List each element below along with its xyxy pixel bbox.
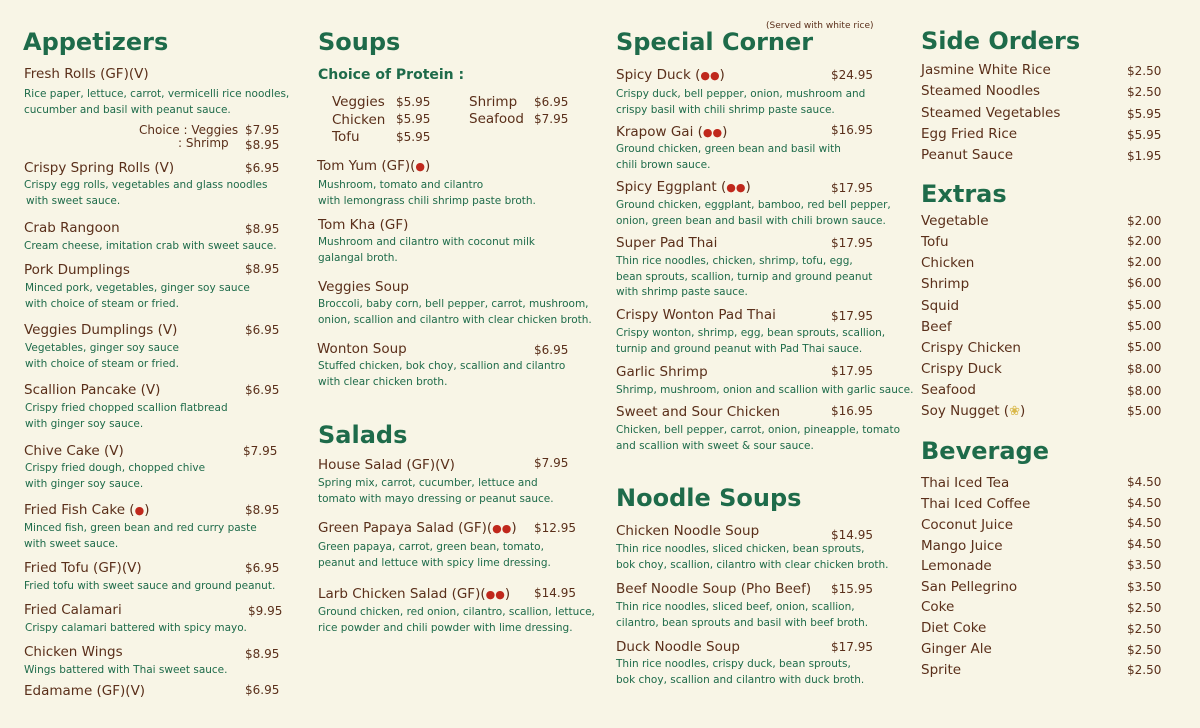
menu-item-name: Edamame (GF)(V) xyxy=(24,683,146,699)
chili-pepper-icon: ●● xyxy=(485,588,505,601)
menu-item-desc: Crispy egg rolls, vegetables and glass noodles with sweet sauce. xyxy=(24,179,268,207)
list-item-name: Crispy Duck xyxy=(921,361,1002,377)
chili-pepper-icon: ● xyxy=(415,160,425,173)
menu-item-name: Spicy Eggplant (●●) xyxy=(616,179,751,195)
list-item-price: $3.50 xyxy=(1127,580,1162,594)
list-item-price: $2.50 xyxy=(1127,85,1162,99)
list-item-name: Peanut Sauce xyxy=(921,147,1014,163)
list-item-price: $2.50 xyxy=(1127,622,1162,636)
menu-item-price: $17.95 xyxy=(831,309,873,323)
menu-item-name: Crispy Spring Rolls (V) xyxy=(24,160,175,176)
list-item-name: Thai Iced Coffee xyxy=(921,496,1031,512)
menu-item-price: $7.95 xyxy=(534,456,569,470)
menu-item-price: $16.95 xyxy=(831,123,873,137)
chili-pepper-icon: ●● xyxy=(702,126,723,139)
menu-item-name: Krapow Gai (●●) xyxy=(616,124,728,140)
list-item-name: Vegetable xyxy=(921,213,989,229)
list-item-price: $2.50 xyxy=(1127,64,1162,78)
menu-item-name: Chicken Noodle Soup xyxy=(616,523,760,539)
soups-heading: Soups xyxy=(318,28,401,56)
list-item-name: Steamed Vegetables xyxy=(921,105,1061,121)
menu-item-price: $8.95 xyxy=(245,647,280,661)
chili-pepper-icon: ● xyxy=(134,504,145,517)
list-item-price: $8.00 xyxy=(1127,384,1162,398)
menu-item-name: Sweet and Sour Chicken xyxy=(616,404,781,420)
menu-item-desc: Thin rice noodles, sliced beef, onion, scallion, cilantro, bean sprouts and basil with beef broth. xyxy=(616,601,869,629)
list-item-price: $2.50 xyxy=(1127,643,1162,657)
menu-item-price: $17.95 xyxy=(831,181,873,195)
list-item-price: $2.00 xyxy=(1127,214,1162,228)
list-item-price: $5.95 xyxy=(1127,128,1162,142)
menu-item-name: Green Papaya Salad (GF)(●●) xyxy=(318,520,517,536)
menu-item-name: Pork Dumplings xyxy=(24,262,130,278)
menu-item-name: Veggies Soup xyxy=(318,279,409,295)
menu-item-desc: Minced fish, green bean and red curry paste with sweet sauce. xyxy=(24,522,257,550)
list-item-name: San Pellegrino xyxy=(921,579,1018,595)
list-item-name: Coconut Juice xyxy=(921,517,1014,533)
list-item-price: $2.00 xyxy=(1127,234,1162,248)
menu-item-price: $7.95 xyxy=(243,444,278,458)
list-item-price: $3.50 xyxy=(1127,558,1162,572)
menu-item-name: Garlic Shrimp xyxy=(616,364,708,380)
list-item-name: Mango Juice xyxy=(921,538,1003,554)
choice-label: : Shrimp xyxy=(178,136,229,150)
menu-item-desc: Ground chicken, green bean and basil with chili brown sauce. xyxy=(616,143,841,171)
list-item-name: Crispy Chicken xyxy=(921,340,1021,356)
list-item-price: $5.00 xyxy=(1127,298,1162,312)
protein-name: Tofu xyxy=(332,129,360,145)
menu-item-desc: Broccoli, baby corn, bell pepper, carrot, mushroom, onion, scallion and cilantro with clear chicken broth. xyxy=(318,298,592,326)
menu-item-price: $8.95 xyxy=(245,503,280,517)
menu-item-name: Veggies Dumplings (V) xyxy=(24,322,178,338)
list-item-name: Seafood xyxy=(921,382,976,398)
list-item-price: $6.00 xyxy=(1127,276,1162,290)
side-orders-heading: Side Orders xyxy=(921,27,1081,55)
menu-item-desc: Shrimp, mushroom, onion and scallion with garlic sauce. xyxy=(616,384,914,396)
special-note: (Served with white rice) xyxy=(766,21,874,31)
menu-item-price: $6.95 xyxy=(534,343,569,357)
list-item-name: Soy Nugget (❀) xyxy=(921,403,1026,419)
menu-item-name: Super Pad Thai xyxy=(616,235,718,251)
menu-item-desc: Rice paper, lettuce, carrot, vermicelli rice noodles, cucumber and basil with peanut sauce. xyxy=(24,88,290,116)
list-item-price: $2.00 xyxy=(1127,255,1162,269)
menu-item-name: Fried Tofu (GF)(V) xyxy=(24,560,142,576)
menu-item-desc: Green papaya, carrot, green bean, tomato, peanut and lettuce with spicy lime dressing. xyxy=(318,541,551,569)
menu-item-desc: Crispy calamari battered with spicy mayo. xyxy=(25,622,247,634)
choice-label: Choice : Veggies xyxy=(139,123,239,137)
menu-item-price: $7.95 xyxy=(245,123,280,137)
list-item-name: Ginger Ale xyxy=(921,641,992,657)
menu-item-name: Crispy Wonton Pad Thai xyxy=(616,307,776,323)
menu-item-price: $6.95 xyxy=(245,383,280,397)
menu-item-desc: Stuffed chicken, bok choy, scallion and cilantro with clear chicken broth. xyxy=(318,360,566,388)
menu-item-name: Chive Cake (V) xyxy=(24,443,124,459)
menu-item-desc: Vegetables, ginger soy sauce with choice of steam or fried. xyxy=(25,342,179,370)
menu-item-desc: Minced pork, vegetables, ginger soy sauce with choice of steam or fried. xyxy=(25,282,250,310)
list-item-price: $5.00 xyxy=(1127,319,1162,333)
menu-item-desc: Mushroom and cilantro with coconut milk galangal broth. xyxy=(318,236,536,264)
menu-item-name: Scallion Pancake (V) xyxy=(24,382,161,398)
menu-item-desc: Crispy fried dough, chopped chive with ginger soy sauce. xyxy=(25,462,206,490)
menu-item-name: Wonton Soup xyxy=(317,341,407,357)
appetizers-heading: Appetizers xyxy=(23,28,169,56)
menu-item-desc: Thin rice noodles, chicken, shrimp, tofu, egg, bean sprouts, scallion, turnip and ground peanut with shrimp paste sauce. xyxy=(616,255,873,298)
chili-pepper-icon: ●● xyxy=(726,181,746,194)
soy-nugget-icon: ❀ xyxy=(1009,404,1020,419)
menu-item-name: Fried Calamari xyxy=(24,602,122,618)
menu-item-price: $8.95 xyxy=(245,222,280,236)
list-item-price: $2.50 xyxy=(1127,601,1162,615)
menu-item-desc: Cream cheese, imitation crab with sweet sauce. xyxy=(24,240,277,252)
menu-item-desc: Crispy wonton, shrimp, egg, bean sprouts, scallion, turnip and ground peanut with Pad Thai sauce. xyxy=(616,327,886,355)
list-item-name: Egg Fried Rice xyxy=(921,126,1018,142)
list-item-name: Tofu xyxy=(921,234,949,250)
protein-price: $5.95 xyxy=(396,95,431,109)
protein-name: Shrimp xyxy=(469,94,518,110)
list-item-price: $5.00 xyxy=(1127,404,1162,418)
menu-item-name: House Salad (GF)(V) xyxy=(318,457,455,473)
protein-price: $6.95 xyxy=(534,95,569,109)
menu-item-price: $17.95 xyxy=(831,236,873,250)
menu-item-desc: Fried tofu with sweet sauce and ground peanut. xyxy=(24,580,276,592)
chili-pepper-icon: ●● xyxy=(700,69,720,82)
protein-name: Seafood xyxy=(469,111,524,127)
menu-item-name: Larb Chicken Salad (GF)(●●) xyxy=(318,586,511,602)
menu-item-name: Duck Noodle Soup xyxy=(616,639,740,655)
menu-item-name: Fried Fish Cake (●) xyxy=(24,502,150,518)
protein-name: Chicken xyxy=(332,112,386,128)
menu-item-desc: Thin rice noodles, crispy duck, bean sprouts, bok choy, scallion and cilantro with duck broth. xyxy=(616,658,865,686)
list-item-price: $2.50 xyxy=(1127,663,1162,677)
extras-heading: Extras xyxy=(921,180,1007,208)
menu-item-desc: Ground chicken, eggplant, bamboo, red bell pepper, onion, green bean and basil with chili brown sauce. xyxy=(616,199,891,227)
list-item-name: Diet Coke xyxy=(921,620,987,636)
beverage-heading: Beverage xyxy=(921,437,1049,465)
menu-item-price: $6.95 xyxy=(245,161,280,175)
list-item-price: $4.50 xyxy=(1127,516,1162,530)
list-item-name: Thai Iced Tea xyxy=(921,475,1010,491)
menu-item-price: $6.95 xyxy=(245,561,280,575)
list-item-name: Squid xyxy=(921,298,960,314)
menu-item-name: Chicken Wings xyxy=(24,644,123,660)
menu-item-desc: Crispy fried chopped scallion flatbread with ginger soy sauce. xyxy=(25,402,228,430)
menu-item-name: Beef Noodle Soup (Pho Beef) xyxy=(616,581,812,597)
protein-price: $5.95 xyxy=(396,112,431,126)
menu-item-price: $8.95 xyxy=(245,138,280,152)
list-item-price: $4.50 xyxy=(1127,496,1162,510)
list-item-name: Jasmine White Rice xyxy=(921,62,1051,78)
list-item-name: Sprite xyxy=(921,662,962,678)
list-item-price: $8.00 xyxy=(1127,362,1162,376)
list-item-name: Beef xyxy=(921,319,952,335)
salads-heading: Salads xyxy=(318,421,408,449)
menu-item-price: $24.95 xyxy=(831,68,873,82)
list-item-name: Lemonade xyxy=(921,558,992,574)
menu-item-desc: Chicken, bell pepper, carrot, onion, pineapple, tomato and scallion with sweet & sour sauce. xyxy=(616,424,901,452)
menu-item-name: Tom Yum (GF)(●) xyxy=(317,158,431,174)
menu-item-name: Crab Rangoon xyxy=(24,220,120,236)
noodle-soups-heading: Noodle Soups xyxy=(616,484,802,512)
list-item-price: $1.95 xyxy=(1127,149,1162,163)
menu-item-price: $9.95 xyxy=(248,604,283,618)
menu-item-desc: Crispy duck, bell pepper, onion, mushroom and crispy basil with chili shrimp paste sauce. xyxy=(616,88,866,116)
protein-price: $5.95 xyxy=(396,130,431,144)
menu-item-price: $14.95 xyxy=(534,586,576,600)
menu-item-name: Tom Kha (GF) xyxy=(318,217,409,233)
menu-item-price: $6.95 xyxy=(245,323,280,337)
chili-pepper-icon: ●● xyxy=(492,522,512,535)
list-item-price: $5.00 xyxy=(1127,340,1162,354)
special-corner-heading: Special Corner xyxy=(616,28,814,56)
menu-item-name: Spicy Duck (●●) xyxy=(616,67,725,83)
menu-item-price: $14.95 xyxy=(831,528,873,542)
menu-item-name: Fresh Rolls (GF)(V) xyxy=(24,66,149,82)
protein-name: Veggies xyxy=(332,94,385,110)
list-item-name: Steamed Noodles xyxy=(921,83,1041,99)
list-item-price: $5.95 xyxy=(1127,107,1162,121)
list-item-price: $4.50 xyxy=(1127,537,1162,551)
menu-item-price: $8.95 xyxy=(245,262,280,276)
menu-item-desc: Thin rice noodles, sliced chicken, bean sprouts, bok choy, scallion, cilantro with clear chicken broth. xyxy=(616,543,889,571)
menu-item-price: $12.95 xyxy=(534,521,576,535)
menu-item-price: $17.95 xyxy=(831,640,873,654)
list-item-name: Coke xyxy=(921,599,955,615)
menu-item-desc: Ground chicken, red onion, cilantro, scallion, lettuce, rice powder and chili powder with lime dressing. xyxy=(318,606,595,634)
protein-choice-title: Choice of Protein : xyxy=(318,67,465,83)
menu-item-price: $6.95 xyxy=(245,683,280,697)
menu-item-price: $16.95 xyxy=(831,404,873,418)
menu-item-desc: Spring mix, carrot, cucumber, lettuce and tomato with mayo dressing or peanut sauce. xyxy=(318,477,554,505)
menu-item-desc: Wings battered with Thai sweet sauce. xyxy=(24,664,228,676)
protein-price: $7.95 xyxy=(534,112,569,126)
menu-item-desc: Mushroom, tomato and cilantro with lemongrass chili shrimp paste broth. xyxy=(318,179,536,207)
menu-item-price: $17.95 xyxy=(831,364,873,378)
list-item-name: Chicken xyxy=(921,255,975,271)
list-item-price: $4.50 xyxy=(1127,475,1162,489)
list-item-name: Shrimp xyxy=(921,276,970,292)
menu-item-price: $15.95 xyxy=(831,582,873,596)
